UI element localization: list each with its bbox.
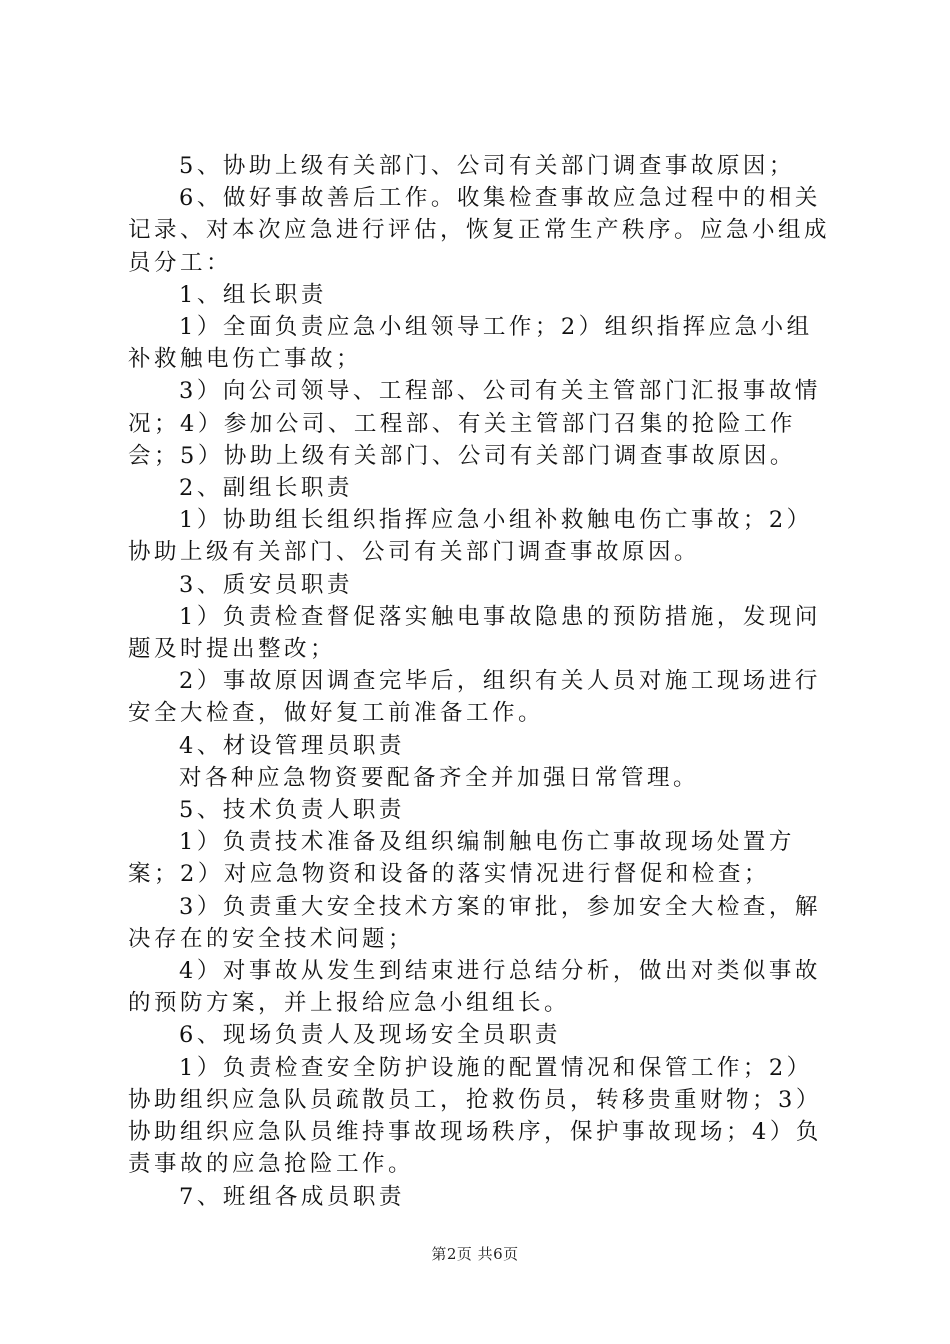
paragraph: 1）全面负责应急小组领导工作；2）组织指挥应急小组补救触电伤亡事故； (128, 314, 813, 373)
section-heading: 3、质安员职责 (179, 571, 353, 598)
paragraph: 2）事故原因调查完毕后，组织有关人员对施工现场进行安全大检查，做好复工前准备工作。 (128, 668, 821, 727)
paragraph: 3）向公司领导、工程部、公司有关主管部门汇报事故情况；4）参加公司、工程部、有关主管部门召集的抢险工作会；5）协助上级有关部门、公司有关部门调查事故原因。 (128, 378, 821, 469)
paragraph: 1）协助组长组织指挥应急小组补救触电伤亡事故；2）协助上级有关部门、公司有关部门调查事故原因。 (128, 507, 813, 566)
paragraph: 对各种应急物资要配备齐全并加强日常管理。 (179, 764, 700, 791)
paragraph: 1）负责技术准备及组织编制触电伤亡事故现场处置方案；2）对应急物资和设备的落实情况进行督促和检查； (128, 829, 795, 888)
section-heading: 6、现场负责人及现场安全员职责 (179, 1022, 561, 1049)
paragraph: 5、协助上级有关部门、公司有关部门调查事故原因； (179, 153, 795, 179)
page-number-footer: 第2页 共6页 (431, 1245, 519, 1263)
paragraph: 4）对事故从发生到结束进行总结分析，做出对类似事故的预防方案，并上报给应急小组组长。 (128, 958, 821, 1017)
section-heading: 1、组长职责 (179, 281, 327, 308)
paragraph: 6、做好事故善后工作。收集检查事故应急过程中的相关记录、对本次应急进行评估，恢复正常生产秩序。应急小组成员分工： (128, 185, 831, 276)
section-heading: 7、班组各成员职责 (179, 1183, 405, 1210)
paragraph: 1）负责检查督促落实触电事故隐患的预防措施，发现问题及时提出整改； (128, 603, 821, 663)
document-body (128, 150, 838, 1213)
section-heading: 5、技术负责人职责 (179, 797, 405, 824)
paragraph: 3）负责重大安全技术方案的审批，参加安全大检查，解决存在的安全技术问题； (128, 893, 821, 952)
section-heading: 4、材设管理员职责 (179, 732, 405, 759)
paragraph: 1）负责检查安全防护设施的配置情况和保管工作；2）协助组织应急队员疏散员工，抢救伤员，转移贵重财物；3）协助组织应急队员维持事故现场秩序，保护事故现场；4）负责事故的应急抢险工作。 (128, 1054, 822, 1178)
section-heading: 2、副组长职责 (179, 475, 353, 502)
